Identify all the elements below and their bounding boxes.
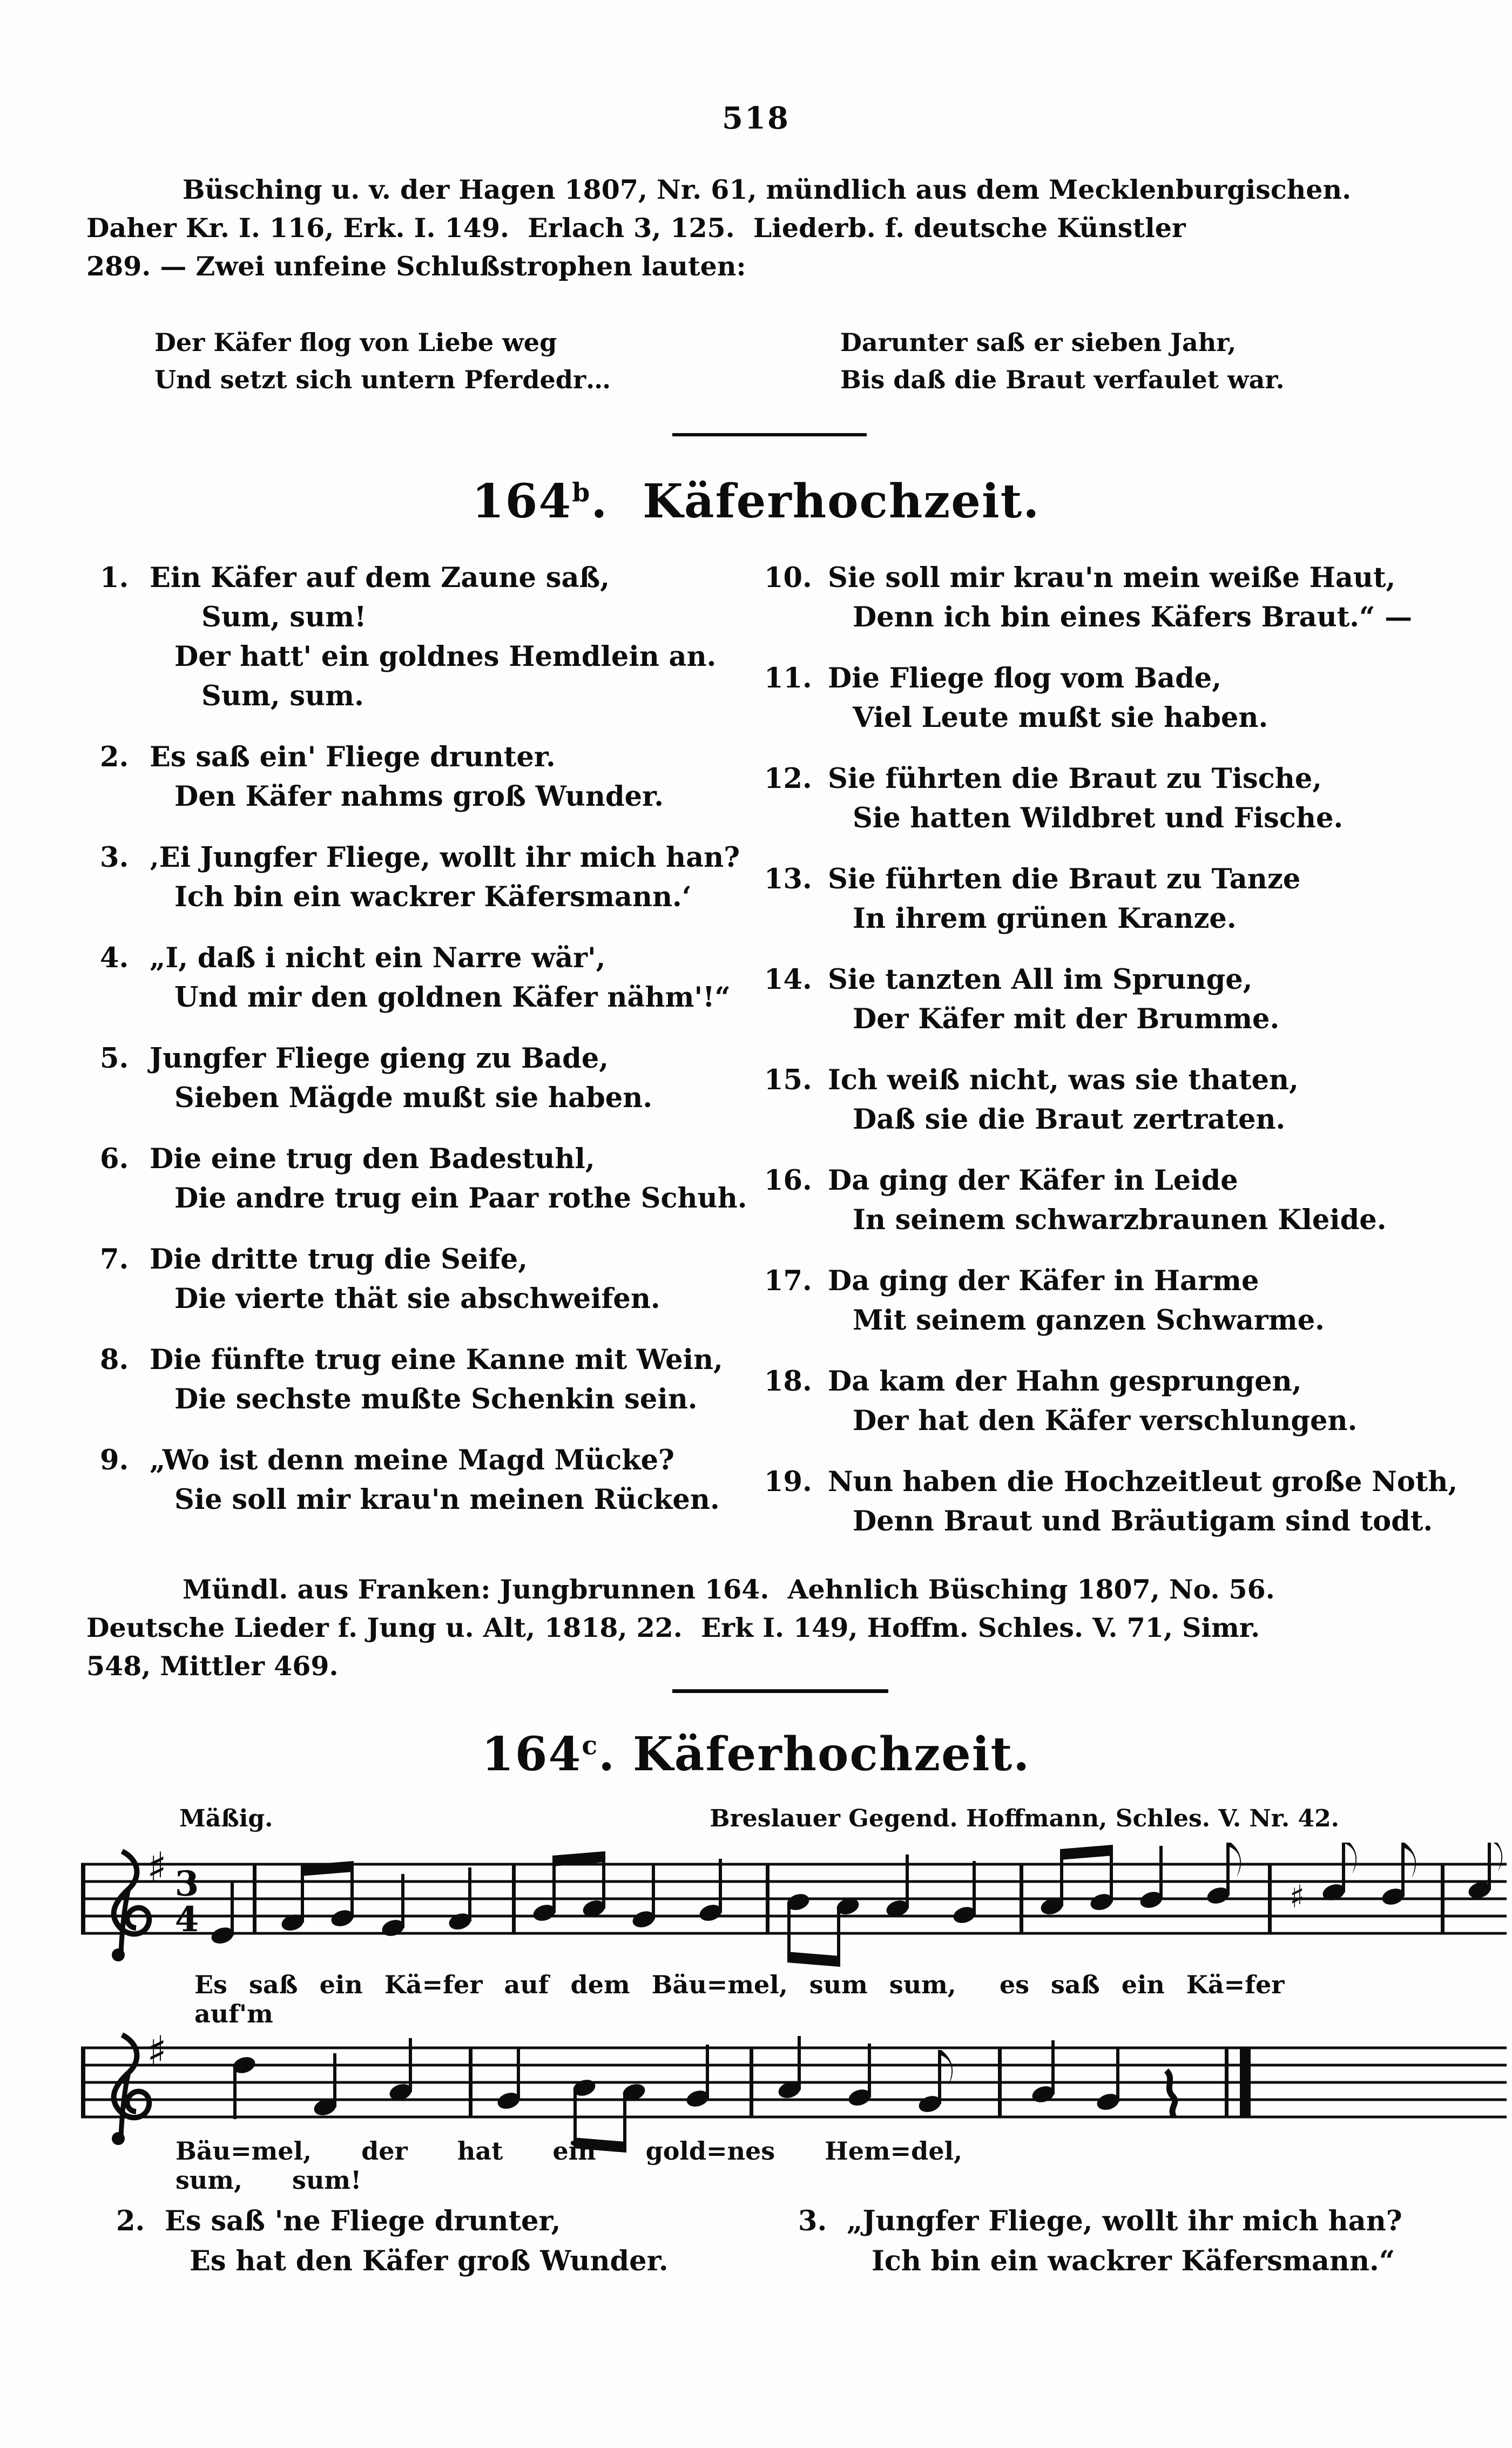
verse — [764, 860, 1498, 939]
song-title: . Käferhochzeit. — [591, 474, 1041, 529]
verse-number: 5. — [100, 1042, 129, 1075]
music-staff-1 — [81, 1843, 1507, 1972]
quatrain-right — [840, 324, 1284, 399]
accidental-sharp: ♯ — [1290, 1878, 1305, 1915]
verse-number: 16. — [764, 1164, 812, 1197]
verse-line: Denn Braut und Bräutigam sind todt. — [853, 1505, 1433, 1537]
verse-line: Viel Leute mußt sie haben. — [853, 702, 1268, 734]
verse-line: Sie führten die Braut zu Tische, — [828, 763, 1322, 795]
verse-line: Mit seinem ganzen Schwarme. — [853, 1304, 1325, 1337]
lyrics-line-1: Es saß ein Kä=fer auf dem Bäu=mel, sum sum, es saß ein Kä=fer auf'm — [194, 1970, 1328, 2028]
verse-line: Ich bin ein wackrer Käfersmann.“ — [872, 2245, 1395, 2277]
verse-number: 3. — [798, 2205, 827, 2237]
verse-line: Und mir den goldnen Käfer nähm'!“ — [174, 981, 731, 1014]
intro-line: 289. — Zwei unfeine Schlußstrophen lauten: — [86, 251, 746, 282]
verse-line: Es saß ein' Fliege drunter. — [150, 741, 556, 773]
verse — [100, 838, 770, 917]
intro-line: Daher Kr. I. 116, Erk. I. 149. Erlach 3, 125. Liederb. f. deutsche Künstler — [86, 212, 1186, 244]
verse-line: Sum, sum! — [201, 601, 367, 633]
verse-number: 15. — [764, 1064, 812, 1096]
verse-column-left — [100, 558, 770, 1541]
verse-number: 4. — [100, 942, 129, 974]
verse — [764, 558, 1498, 637]
quatrain-line: Der Käfer flog von Liebe weg — [154, 328, 557, 357]
intro-line: Büsching u. v. der Hagen 1807, Nr. 61, mündlich aus dem Mecklenburgischen. — [183, 174, 1352, 205]
source-line: Mündl. aus Franken: Jungbrunnen 164. Aehnlich Büsching 1807, No. 56. — [183, 1574, 1275, 1605]
verse-line: Ich weiß nicht, was sie thaten, — [828, 1064, 1299, 1096]
verse-line: Ich bin ein wackrer Käfersmann.‘ — [174, 881, 692, 913]
verse-line: Sie soll mir krau'n mein weiße Haut, — [828, 562, 1396, 594]
song-number: 164 — [481, 1727, 582, 1782]
verse-number: 3. — [100, 841, 129, 874]
verse-line: Die sechste mußte Schenkin sein. — [174, 1383, 698, 1415]
verse-line: Es hat den Käfer groß Wunder. — [190, 2245, 669, 2277]
verse-number: 10. — [764, 562, 812, 594]
verse-line: Die eine trug den Badestuhl, — [150, 1143, 595, 1175]
verse — [100, 1039, 770, 1118]
separator-rule — [672, 433, 867, 436]
verse — [798, 2201, 1402, 2281]
verse-number: 12. — [764, 763, 812, 795]
verse-line: Da kam der Hahn gesprungen, — [828, 1365, 1302, 1398]
song-heading-164c — [0, 1727, 1512, 1782]
verse-line: Sie hatten Wildbret und Fische. — [853, 802, 1344, 834]
verse-line: Der hat den Käfer verschlungen. — [853, 1405, 1358, 1437]
verse-line: „Wo ist denn meine Magd Mücke? — [150, 1444, 674, 1476]
source-note — [86, 1570, 1447, 1685]
verse — [116, 2201, 669, 2281]
verse — [100, 558, 770, 716]
verse-number: 19. — [764, 1466, 812, 1498]
verse — [100, 1240, 770, 1319]
song-heading-164b — [0, 474, 1512, 529]
verse — [764, 960, 1498, 1039]
verse-line: Die dritte trug die Seife, — [150, 1243, 528, 1276]
verse-number: 1. — [100, 562, 129, 594]
verse-number: 8. — [100, 1344, 129, 1376]
verse-line: Ein Käfer auf dem Zaune saß, — [150, 562, 610, 594]
verse — [100, 1340, 770, 1419]
verse-line: „I, daß i nicht ein Narre wär', — [150, 942, 606, 974]
song-number-letter: c — [582, 1731, 599, 1761]
verse-line: Daß sie die Braut zertraten. — [853, 1103, 1286, 1136]
verse-line: Die andre trug ein Paar rothe Schuh. — [174, 1182, 747, 1215]
verse — [764, 1462, 1498, 1541]
separator-rule — [672, 1689, 888, 1693]
verse-number: 17. — [764, 1265, 812, 1297]
verse-number: 7. — [100, 1243, 129, 1276]
verse-line: Sie tanzten All im Sprunge, — [828, 963, 1253, 996]
song-title: . Käferhochzeit. — [598, 1727, 1031, 1782]
time-signature-bottom: 4 — [174, 1899, 199, 1940]
verse-line: Sie soll mir krau'n meinen Rücken. — [174, 1483, 720, 1516]
verse — [100, 1139, 770, 1218]
source-attribution: Breslauer Gegend. Hoffmann, Schles. V. Nr. 42. — [710, 1805, 1339, 1832]
key-signature-sharp: ♯ — [147, 1843, 167, 1891]
song-number-letter: b — [572, 478, 591, 508]
tempo-marking: Mäßig. — [179, 1805, 273, 1832]
verse-line: ‚Ei Jungfer Fliege, wollt ihr mich han? — [150, 841, 740, 874]
verse-number: 13. — [764, 863, 812, 895]
verse — [100, 939, 770, 1017]
quatrain-left — [154, 324, 611, 399]
verse-line: Sum, sum. — [201, 680, 364, 712]
verse-line: Da ging der Käfer in Leide — [828, 1164, 1238, 1197]
verse — [764, 1362, 1498, 1441]
verse-line: Die fünfte trug eine Kanne mit Wein, — [150, 1344, 723, 1376]
song-number: 164 — [471, 474, 572, 529]
verse — [764, 659, 1498, 738]
verse — [764, 759, 1498, 838]
verse-line: Jungfer Fliege gieng zu Bade, — [150, 1042, 609, 1075]
verse-line: Die vierte thät sie abschweifen. — [174, 1283, 660, 1315]
verse-number: 9. — [100, 1444, 129, 1476]
verse-number: 6. — [100, 1143, 129, 1175]
verse — [100, 1441, 770, 1520]
verse — [100, 738, 770, 817]
verse — [764, 1061, 1498, 1139]
verse-line: Nun haben die Hochzeitleut große Noth, — [828, 1466, 1458, 1498]
intro-note — [86, 171, 1447, 286]
verse-line: Denn ich bin eines Käfers Braut.“ — — [853, 601, 1413, 633]
verse-line: In ihrem grünen Kranze. — [853, 902, 1237, 935]
key-signature-sharp: ♯ — [147, 2027, 167, 2075]
verse-number: 2. — [116, 2205, 145, 2237]
verse-line: Es saß 'ne Fliege drunter, — [165, 2205, 561, 2237]
verse-line: Der Käfer mit der Brumme. — [853, 1003, 1280, 1035]
source-line: Deutsche Lieder f. Jung u. Alt, 1818, 22. Erk I. 149, Hoffm. Schles. V. 71, Simr. — [86, 1612, 1260, 1643]
verse — [764, 1262, 1498, 1340]
verse — [764, 1161, 1498, 1240]
verse-line: Der hatt' ein goldnes Hemdlein an. — [174, 640, 717, 673]
quatrain-line: Und setzt sich untern Pferdedr… — [154, 365, 611, 394]
verse-line: Die Fliege flog vom Bade, — [828, 662, 1221, 694]
verse-line: Da ging der Käfer in Harme — [828, 1265, 1259, 1297]
verse-line: „Jungfer Fliege, wollt ihr mich han? — [847, 2205, 1402, 2237]
time-signature-top: 3 — [174, 1864, 199, 1904]
quatrain-line: Darunter saß er sieben Jahr, — [840, 328, 1237, 357]
verse-line: Den Käfer nahms groß Wunder. — [174, 780, 664, 813]
verse-number: 14. — [764, 963, 812, 996]
source-line: 548, Mittler 469. — [86, 1650, 339, 1682]
quatrain-line: Bis daß die Braut verfaulet war. — [840, 365, 1285, 394]
page-number: 518 — [722, 100, 790, 136]
lyrics-line-2: Bäu=mel, der hat ein gold=nes Hem=del, sum, sum! — [176, 2136, 1013, 2195]
verse-column-right — [764, 558, 1498, 1563]
verse-line: Sie führten die Braut zu Tanze — [828, 863, 1301, 895]
verse-number: 11. — [764, 662, 812, 694]
verse-line: In seinem schwarzbraunen Kleide. — [853, 1204, 1387, 1236]
verse-line: Sieben Mägde mußt sie haben. — [174, 1082, 653, 1114]
verse-number: 18. — [764, 1365, 812, 1398]
verse-number: 2. — [100, 741, 129, 773]
